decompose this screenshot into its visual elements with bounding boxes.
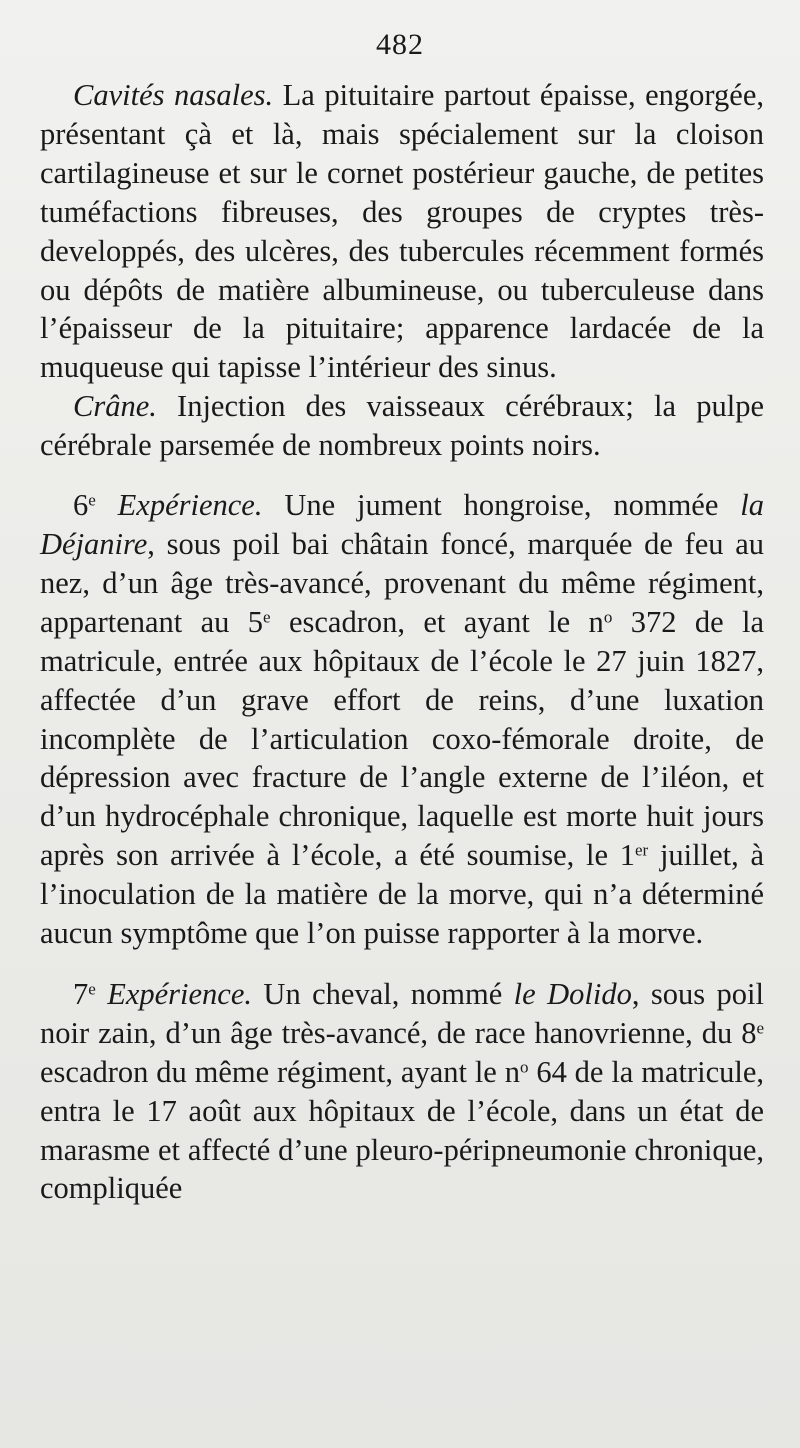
paragraph-experiment-7: [40, 975, 764, 1208]
experiment-7-text-3: escadron du même régiment, ayant le n: [40, 1054, 520, 1089]
experiment-6-numero-sup: o: [603, 607, 613, 627]
experiment-6-squadron-ordinal: e: [263, 607, 271, 627]
experiment-6-text-2: , sous poil bai châtain foncé, marquée de feu au nez, d’un âge très-avancé, provenant du même régiment, appartenant au 5: [40, 526, 764, 639]
experiment-6-text-4: 372 de la matricule, entrée aux hôpitaux de l’école le 27 juin 1827, affectée d’un grave effort de reins, d’une luxation incomplète de l’articulation coxo-fémorale droite, de dépression avec fracture de l’angle externe de l’iléon, et d’un hydrocéphale chronique, laquelle est morte huit jours après son arrivée à l’école, a été soumise, le 1: [40, 604, 764, 873]
experiment-6-heading: Expérience.: [95, 488, 263, 523]
experiment-6-date-ordinal: er: [635, 840, 649, 860]
paragraph-nasal-cavities: [40, 76, 764, 387]
experiment-7-text-2: , sous poil noir zain, d’un âge très-avancé, de race hanovrienne, du 8: [40, 976, 764, 1050]
experiment-6-ordinal: e: [88, 490, 96, 510]
nasal-cavities-text: La pituitaire partout épaisse, engorgée, présentant çà et là, mais spécialement sur la cloison cartilagineuse et sur le cornet postérieur gauche, de petites tuméfactions fibreuses, des groupes de cryptes très-developpés, des ulcères, des tubercules récemment formés ou dépôts de matière albumineuse, ou tuberculeuse dans l’épaisseur de la pituitaire; apparence lardacée de la muqueuse qui tapisse l’intérieur des sinus.: [40, 78, 764, 385]
nasal-cavities-heading: Cavités nasales.: [73, 78, 274, 112]
experiment-7-ordinal: e: [88, 979, 96, 999]
experiment-7-text-4: 64 de la matricule, entra le 17 août aux hôpitaux de l’école, dans un état de marasme et affecté d’une pleuro-péripneumonie chronique, compliquée: [40, 1054, 765, 1206]
experiment-6-horse-name: la Déjanire: [40, 488, 764, 561]
paragraph-experiment-6: [40, 486, 764, 953]
experiment-7-text-1: Un cheval, nommé: [252, 976, 514, 1011]
skull-text: Injection des vaisseaux cérébraux; la pulpe cérébrale parsemée de nombreux points noirs.: [40, 389, 764, 463]
experiment-6-text-1: Une jument hongroise, nommée: [262, 488, 741, 523]
experiment-7-horse-name: le Dolido: [513, 976, 632, 1011]
experiment-7-numero-sup: o: [519, 1057, 529, 1077]
experiment-7-number: 7: [73, 976, 89, 1011]
skull-heading: Crâne.: [73, 389, 157, 424]
experiment-6-text-3: escadron, et ayant le n: [270, 604, 604, 639]
experiment-7-heading: Expérience.: [95, 976, 253, 1011]
experiment-6-text-5: juillet, à l’inoculation de la matière de la morve, qui n’a déterminé aucun symptôme que l’on puisse rapporter à la morve.: [40, 838, 764, 951]
page-body: [40, 76, 764, 1208]
experiment-6-number: 6: [73, 488, 89, 523]
experiment-7-squadron-ordinal: e: [756, 1018, 764, 1038]
page-number: 482: [376, 28, 424, 61]
paragraph-skull: [40, 387, 764, 465]
